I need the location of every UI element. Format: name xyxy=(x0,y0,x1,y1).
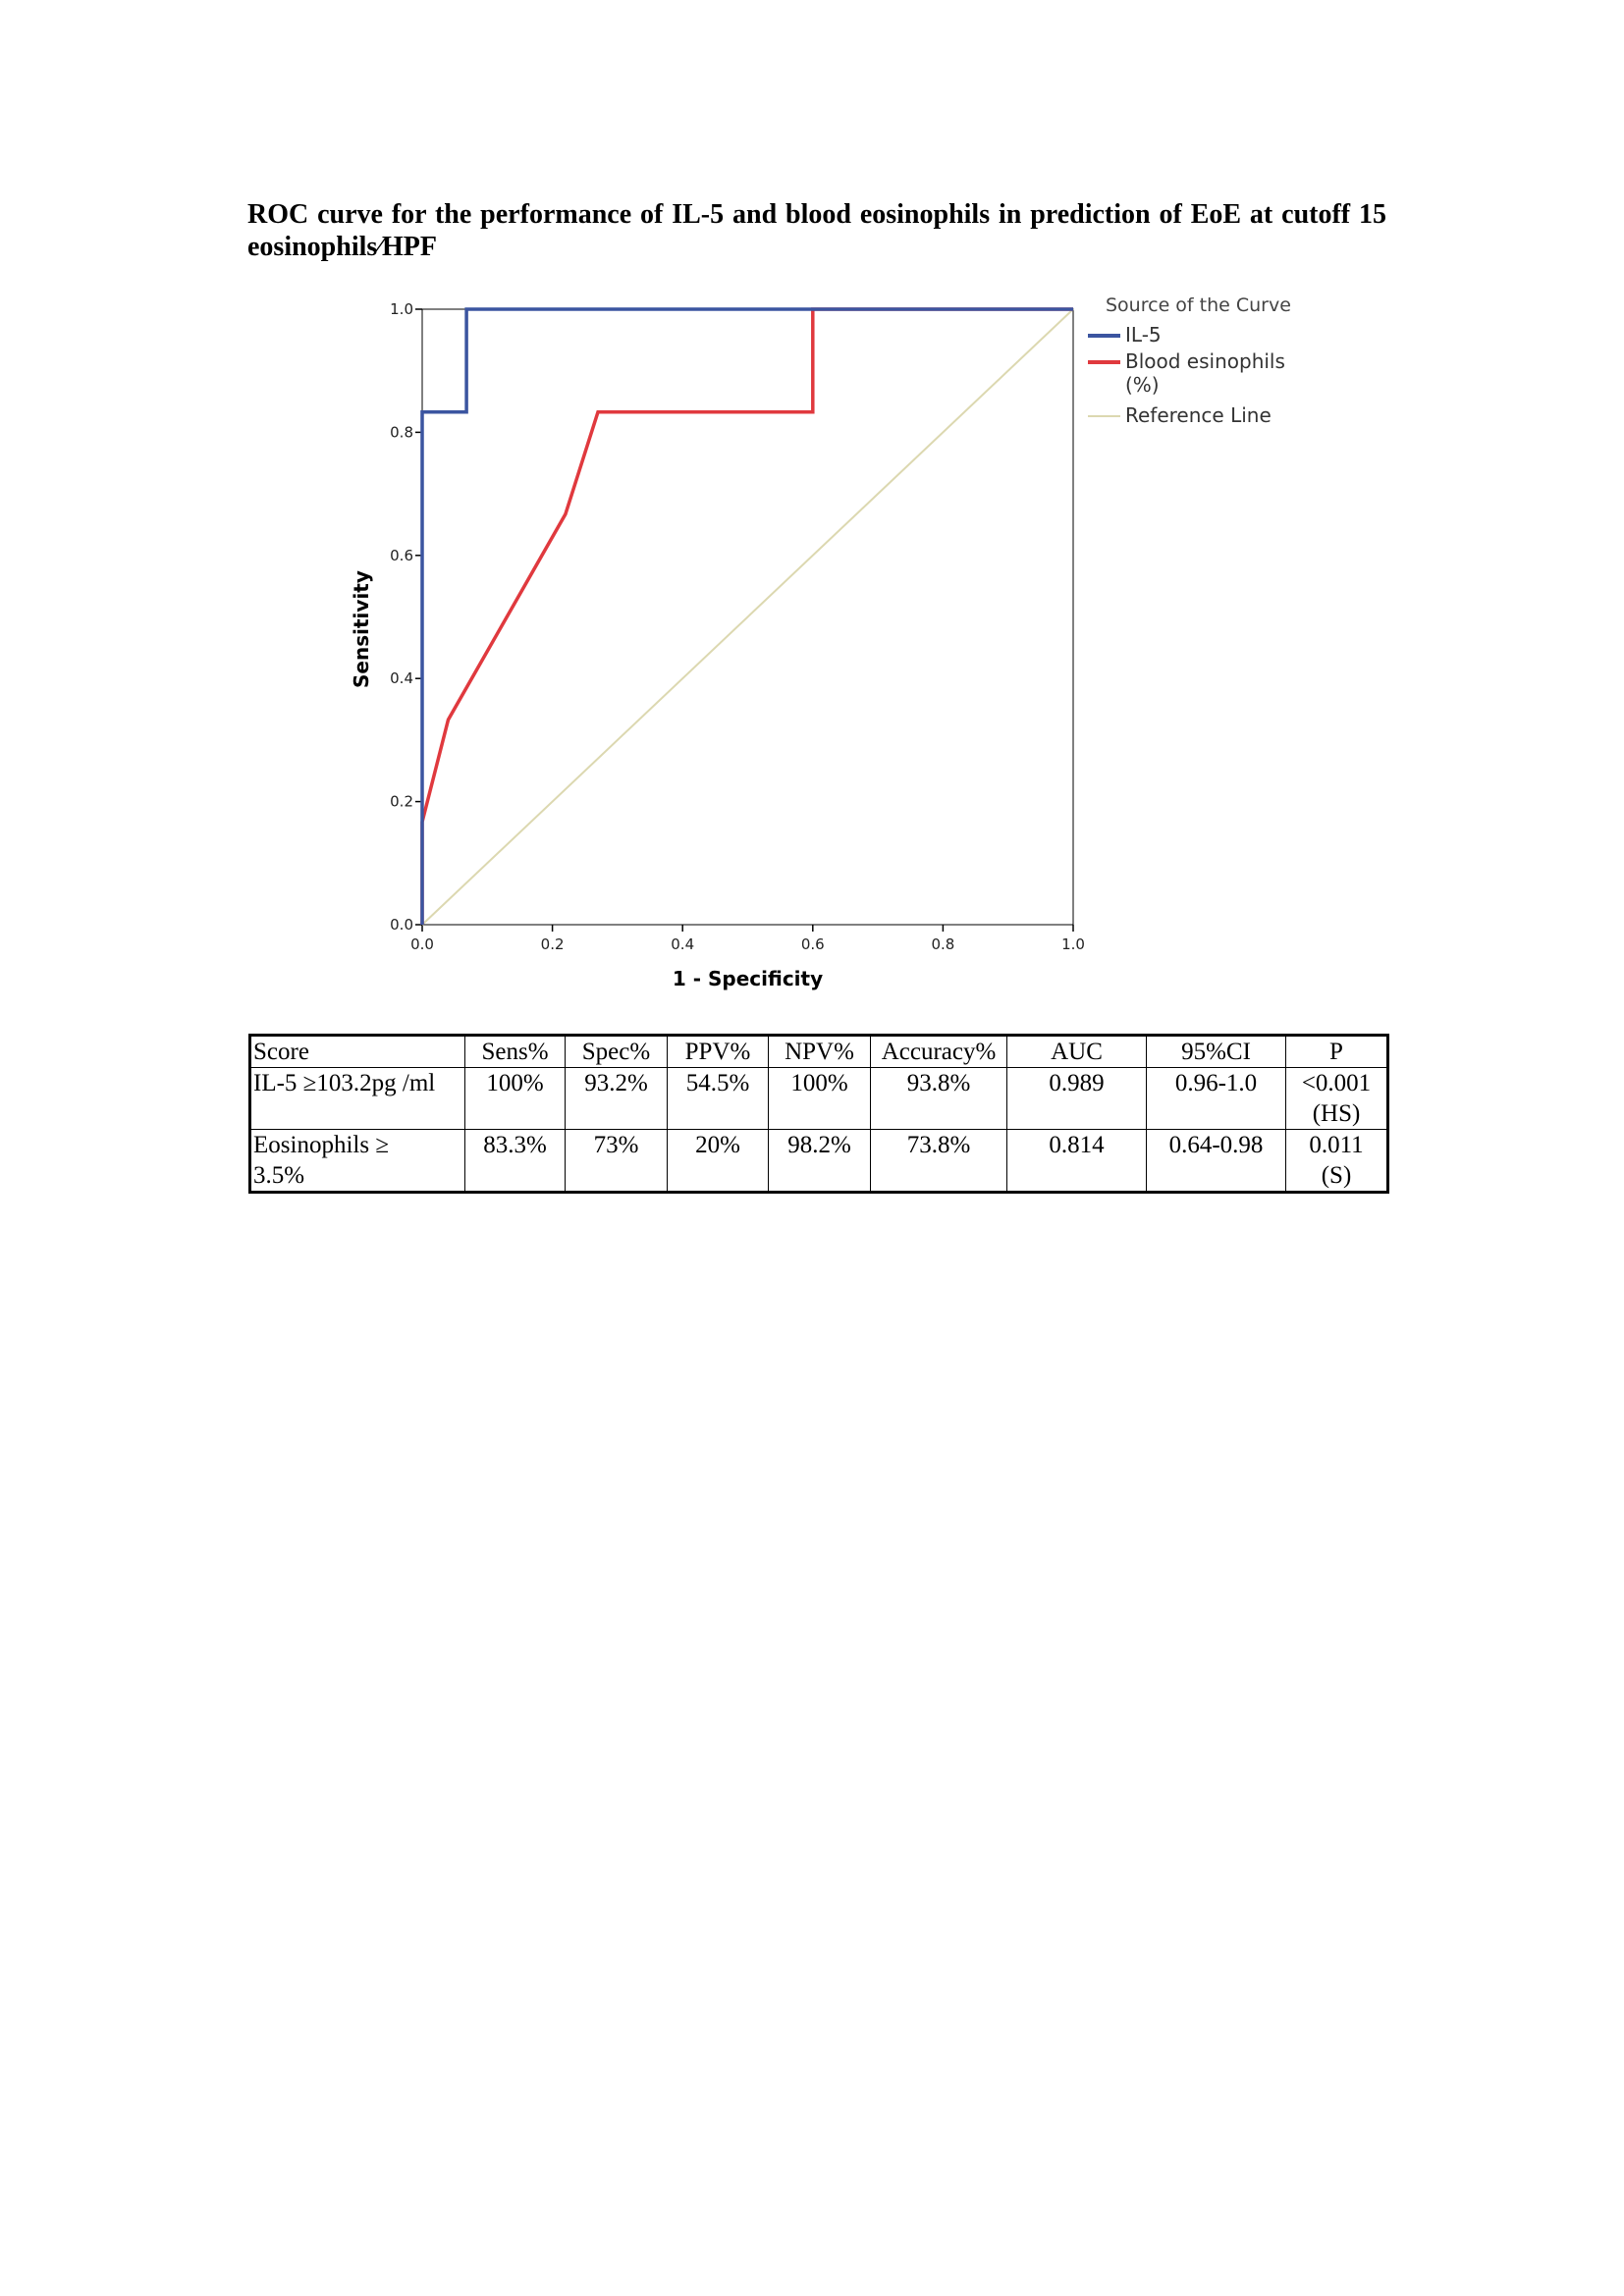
reference-line xyxy=(422,309,1073,925)
x-tick-label: 0.0 xyxy=(410,935,434,953)
cell-ci: 0.64-0.98 xyxy=(1147,1130,1286,1193)
header-ppv: PPV% xyxy=(668,1036,769,1068)
x-tick-label: 0.4 xyxy=(671,935,695,953)
x-tick-label: 0.6 xyxy=(800,935,825,953)
legend xyxy=(1088,294,1291,427)
header-sens: Sens% xyxy=(465,1036,566,1068)
table-header-row xyxy=(250,1036,1388,1068)
y-axis-title: Sensitivity xyxy=(350,570,373,688)
legend-title: Source of the Curve xyxy=(1106,294,1291,316)
cell-npv: 98.2% xyxy=(769,1130,871,1193)
roc-chart xyxy=(334,285,1316,1001)
cell-ci: 0.96-1.0 xyxy=(1147,1068,1286,1130)
cell-score: IL-5 ≥103.2pg /ml xyxy=(250,1068,465,1130)
cell-npv: 100% xyxy=(769,1068,871,1130)
legend-reference-line-label: Reference Line xyxy=(1125,403,1272,427)
cell-auc: 0.989 xyxy=(1007,1068,1147,1130)
y-tick-label: 0.8 xyxy=(390,423,413,442)
y-tick-label: 0.0 xyxy=(390,916,413,934)
header-ci: 95%CI xyxy=(1147,1036,1286,1068)
p-value: <0.001 xyxy=(1301,1070,1372,1096)
diagnostic-performance-table xyxy=(248,1034,1389,1194)
x-tick-label: 0.2 xyxy=(540,935,565,953)
legend-blood-eosinophils-label: Blood esinophils xyxy=(1125,349,1285,373)
header-p: P xyxy=(1286,1036,1388,1068)
x-tick-label: 0.8 xyxy=(931,935,955,953)
p-value: 0.011 xyxy=(1309,1132,1364,1158)
p-significance: (S) xyxy=(1321,1162,1352,1189)
cell-ppv: 20% xyxy=(668,1130,769,1193)
header-score: Score xyxy=(250,1036,465,1068)
score-line-1: Eosinophils ≥ xyxy=(253,1132,390,1158)
x-axis xyxy=(410,925,1085,953)
cell-spec: 73% xyxy=(566,1130,668,1193)
y-tick-label: 0.2 xyxy=(390,792,413,811)
figure-caption: ROC curve for the performance of IL-5 and blood eosinophils in prediction of EoE at cutoff 15 eosinophils∕HPF xyxy=(247,199,1386,262)
table-row xyxy=(250,1130,1388,1193)
series-layer xyxy=(422,309,1073,925)
y-tick-label: 0.6 xyxy=(390,546,413,564)
x-tick-label: 1.0 xyxy=(1061,935,1085,953)
cell-accuracy: 73.8% xyxy=(871,1130,1007,1193)
cell-auc: 0.814 xyxy=(1007,1130,1147,1193)
legend-il5-label: IL-5 xyxy=(1125,323,1162,347)
table-row xyxy=(250,1068,1388,1130)
cell-sens: 100% xyxy=(465,1068,566,1130)
y-tick-label: 0.4 xyxy=(390,669,413,688)
cell-accuracy: 93.8% xyxy=(871,1068,1007,1130)
y-tick-label: 1.0 xyxy=(390,300,413,318)
cell-ppv: 54.5% xyxy=(668,1068,769,1130)
cell-p xyxy=(1286,1068,1388,1130)
cell-sens: 83.3% xyxy=(465,1130,566,1193)
x-axis-title: 1 - Specificity xyxy=(672,967,824,990)
header-accuracy: Accuracy% xyxy=(871,1036,1007,1068)
score-line-2: 3.5% xyxy=(253,1162,305,1189)
header-npv: NPV% xyxy=(769,1036,871,1068)
cell-spec: 93.2% xyxy=(566,1068,668,1130)
cell-score xyxy=(250,1130,465,1193)
legend-blood-eosinophils-label: (%) xyxy=(1125,373,1160,397)
cell-p xyxy=(1286,1130,1388,1193)
p-significance: (HS) xyxy=(1312,1100,1361,1127)
header-spec: Spec% xyxy=(566,1036,668,1068)
header-auc: AUC xyxy=(1007,1036,1147,1068)
y-axis xyxy=(390,300,422,934)
